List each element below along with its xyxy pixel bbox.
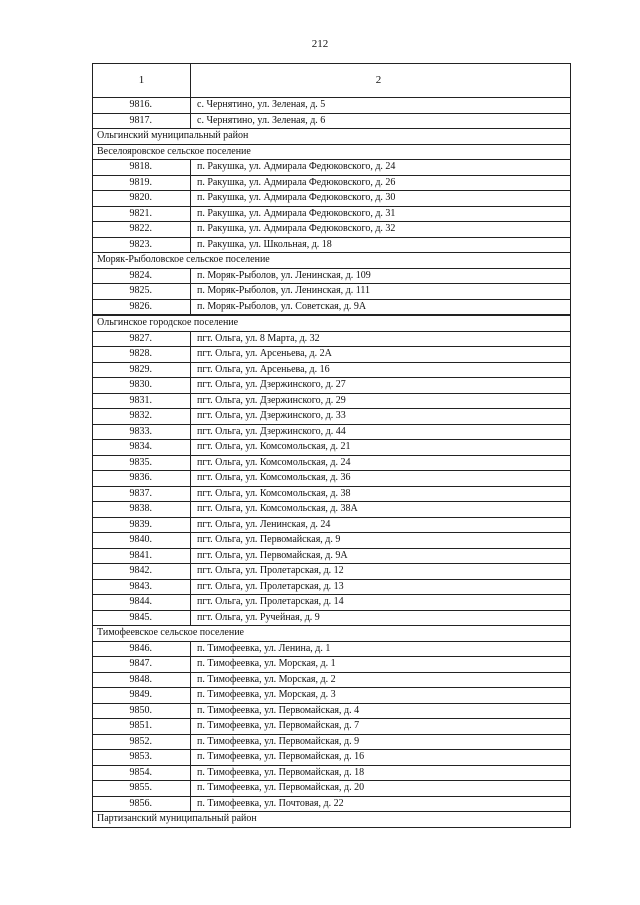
table-row xyxy=(93,237,571,253)
row-address: п. Тимофеевка, ул. Первомайская, д. 9 xyxy=(191,734,571,750)
page-number: 212 xyxy=(311,38,329,50)
row-number: 9819. xyxy=(93,175,191,191)
row-number: 9850. xyxy=(93,703,191,719)
row-number: 9844. xyxy=(93,595,191,611)
table-row xyxy=(93,98,571,114)
row-address: пгт. Ольга, ул. Первомайская, д. 9 xyxy=(191,533,571,549)
row-number: 9818. xyxy=(93,160,191,176)
table-row xyxy=(93,579,571,595)
row-number: 9852. xyxy=(93,734,191,750)
table-row xyxy=(93,284,571,300)
table-row xyxy=(93,471,571,487)
row-address: пгт. Ольга, ул. Пролетарская, д. 14 xyxy=(191,595,571,611)
row-number: 9822. xyxy=(93,222,191,238)
table-row xyxy=(93,688,571,704)
table-row xyxy=(93,175,571,191)
row-address: п. Ракушка, ул. Адмирала Федюковского, д. 32 xyxy=(191,222,571,238)
row-address: пгт. Ольга, ул. Комсомольская, д. 36 xyxy=(191,471,571,487)
row-number: 9824. xyxy=(93,268,191,284)
row-number: 9832. xyxy=(93,409,191,425)
row-number: 9816. xyxy=(93,98,191,114)
section-title: Ольгинский муниципальный район xyxy=(93,129,571,145)
section-title: Тимофеевское сельское поселение xyxy=(93,626,571,642)
table-row xyxy=(93,672,571,688)
row-address: с. Чернятино, ул. Зеленая, д. 5 xyxy=(191,98,571,114)
row-address: пгт. Ольга, ул. Арсеньева, д. 2А xyxy=(191,347,571,363)
row-number: 9827. xyxy=(93,331,191,347)
table-row xyxy=(93,610,571,626)
row-number: 9853. xyxy=(93,750,191,766)
row-address: п. Ракушка, ул. Адмирала Федюковского, д. 26 xyxy=(191,175,571,191)
row-number: 9841. xyxy=(93,548,191,564)
section-title: Ольгинское городское поселение xyxy=(93,315,571,331)
table-row xyxy=(93,719,571,735)
row-address: пгт. Ольга, ул. Дзержинского, д. 29 xyxy=(191,393,571,409)
row-number: 9849. xyxy=(93,688,191,704)
table-row xyxy=(93,160,571,176)
table-row xyxy=(93,564,571,580)
row-address: пгт. Ольга, ул. Пролетарская, д. 13 xyxy=(191,579,571,595)
row-address: п. Тимофеевка, ул. Первомайская, д. 7 xyxy=(191,719,571,735)
row-address: пгт. Ольга, ул. Первомайская, д. 9А xyxy=(191,548,571,564)
row-address: пгт. Ольга, ул. Дзержинского, д. 27 xyxy=(191,378,571,394)
table-row xyxy=(93,191,571,207)
row-address: п. Тимофеевка, ул. Первомайская, д. 20 xyxy=(191,781,571,797)
row-number: 9848. xyxy=(93,672,191,688)
row-address: пгт. Ольга, ул. Арсеньева, д. 16 xyxy=(191,362,571,378)
row-number: 9837. xyxy=(93,486,191,502)
table-row xyxy=(93,517,571,533)
row-address: п. Ракушка, ул. Адмирала Федюковского, д. 24 xyxy=(191,160,571,176)
row-address: пгт. Ольга, ул. Пролетарская, д. 12 xyxy=(191,564,571,580)
row-number: 9843. xyxy=(93,579,191,595)
row-address: п. Моряк-Рыболов, ул. Ленинская, д. 109 xyxy=(191,268,571,284)
row-number: 9830. xyxy=(93,378,191,394)
row-address: п. Тимофеевка, ул. Морская, д. 2 xyxy=(191,672,571,688)
row-address: п. Ракушка, ул. Школьная, д. 18 xyxy=(191,237,571,253)
row-address: пгт. Ольга, ул. Дзержинского, д. 44 xyxy=(191,424,571,440)
row-number: 9855. xyxy=(93,781,191,797)
row-address: п. Моряк-Рыболов, ул. Советская, д. 9А xyxy=(191,299,571,315)
section-title: Моряк-Рыболовское сельское поселение xyxy=(93,253,571,269)
row-number: 9820. xyxy=(93,191,191,207)
row-number: 9817. xyxy=(93,113,191,129)
row-number: 9833. xyxy=(93,424,191,440)
row-address: п. Тимофеевка, ул. Первомайская, д. 16 xyxy=(191,750,571,766)
table-row xyxy=(93,113,571,129)
row-number: 9829. xyxy=(93,362,191,378)
row-address: с. Чернятино, ул. Зеленая, д. 6 xyxy=(191,113,571,129)
table-row xyxy=(93,455,571,471)
row-address: п. Ракушка, ул. Адмирала Федюковского, д. 30 xyxy=(191,191,571,207)
row-number: 9835. xyxy=(93,455,191,471)
table-row xyxy=(93,765,571,781)
row-number: 9842. xyxy=(93,564,191,580)
row-number: 9821. xyxy=(93,206,191,222)
table-row xyxy=(93,781,571,797)
table-row xyxy=(93,533,571,549)
table-row xyxy=(93,486,571,502)
column-header-number: 1 xyxy=(93,64,191,98)
row-number: 9839. xyxy=(93,517,191,533)
table-row xyxy=(93,393,571,409)
section-header-row xyxy=(93,812,571,828)
table-row xyxy=(93,424,571,440)
row-address: пгт. Ольга, ул. Дзержинского, д. 33 xyxy=(191,409,571,425)
address-table-body xyxy=(93,64,571,828)
table-row xyxy=(93,440,571,456)
row-number: 9826. xyxy=(93,299,191,315)
row-address: пгт. Ольга, ул. Ленинская, д. 24 xyxy=(191,517,571,533)
row-number: 9825. xyxy=(93,284,191,300)
table-row xyxy=(93,299,571,315)
section-header-row xyxy=(93,626,571,642)
address-table xyxy=(92,63,571,828)
row-address: п. Тимофеевка, ул. Первомайская, д. 4 xyxy=(191,703,571,719)
row-address: пгт. Ольга, ул. 8 Марта, д. 32 xyxy=(191,331,571,347)
row-number: 9856. xyxy=(93,796,191,812)
row-address: пгт. Ольга, ул. Комсомольская, д. 24 xyxy=(191,455,571,471)
row-address: п. Тимофеевка, ул. Почтовая, д. 22 xyxy=(191,796,571,812)
row-address: пгт. Ольга, ул. Комсомольская, д. 21 xyxy=(191,440,571,456)
row-number: 9854. xyxy=(93,765,191,781)
section-header-row xyxy=(93,315,571,331)
section-title: Веселояровское сельское поселение xyxy=(93,144,571,160)
table-row xyxy=(93,222,571,238)
row-address: пгт. Ольга, ул. Комсомольская, д. 38А xyxy=(191,502,571,518)
row-number: 9836. xyxy=(93,471,191,487)
table-row xyxy=(93,378,571,394)
table-row xyxy=(93,206,571,222)
row-number: 9823. xyxy=(93,237,191,253)
table-row xyxy=(93,734,571,750)
row-address: п. Тимофеевка, ул. Морская, д. 1 xyxy=(191,657,571,673)
section-title: Партизанский муниципальный район xyxy=(93,812,571,828)
row-address: п. Тимофеевка, ул. Ленина, д. 1 xyxy=(191,641,571,657)
column-header-address: 2 xyxy=(191,64,571,98)
row-address: пгт. Ольга, ул. Ручейная, д. 9 xyxy=(191,610,571,626)
row-address: пгт. Ольга, ул. Комсомольская, д. 38 xyxy=(191,486,571,502)
row-address: п. Моряк-Рыболов, ул. Ленинская, д. 111 xyxy=(191,284,571,300)
row-number: 9846. xyxy=(93,641,191,657)
section-header-row xyxy=(93,144,571,160)
table-row xyxy=(93,362,571,378)
row-number: 9847. xyxy=(93,657,191,673)
section-header-row xyxy=(93,253,571,269)
row-number: 9828. xyxy=(93,347,191,363)
table-row xyxy=(93,595,571,611)
row-number: 9851. xyxy=(93,719,191,735)
table-row xyxy=(93,331,571,347)
table-row xyxy=(93,268,571,284)
row-number: 9840. xyxy=(93,533,191,549)
row-number: 9845. xyxy=(93,610,191,626)
table-row xyxy=(93,347,571,363)
table-row xyxy=(93,641,571,657)
row-address: п. Ракушка, ул. Адмирала Федюковского, д. 31 xyxy=(191,206,571,222)
table-header-row xyxy=(93,64,571,98)
row-number: 9838. xyxy=(93,502,191,518)
table-row xyxy=(93,502,571,518)
table-row xyxy=(93,409,571,425)
row-number: 9831. xyxy=(93,393,191,409)
section-header-row xyxy=(93,129,571,145)
table-row xyxy=(93,750,571,766)
table-row xyxy=(93,796,571,812)
row-address: п. Тимофеевка, ул. Первомайская, д. 18 xyxy=(191,765,571,781)
table-row xyxy=(93,657,571,673)
table-row xyxy=(93,703,571,719)
row-address: п. Тимофеевка, ул. Морская, д. 3 xyxy=(191,688,571,704)
table-row xyxy=(93,548,571,564)
row-number: 9834. xyxy=(93,440,191,456)
